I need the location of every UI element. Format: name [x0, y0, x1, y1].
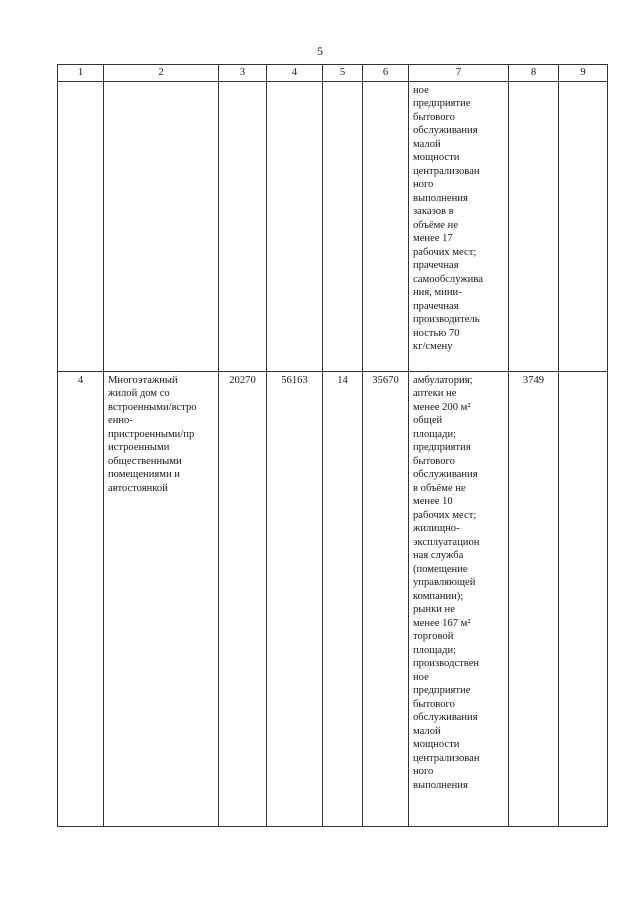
cell-facilities: амбулатория; аптеки не менее 200 м² общей площади; предприятия бытового обслуживания в объёме не менее 10 рабочих мест; жилищно- эксплуатацион ная служба (помещение управляющей компании); рынки не менее 167 м² торговой площади; производствен ное предприятие бытового обслуживания малой мощности централизован ного выполнения	[409, 371, 509, 826]
column-header: 8	[509, 65, 559, 82]
cell-facilities: ное предприятие бытового обслуживания малой мощности централизован ного выполнения заказов в объёме не менее 17 рабочих мест; прачечная самообслужива ния, мини- прачечная производитель ностью 70 кг/смену	[409, 81, 509, 371]
regulation-table	[57, 64, 608, 827]
page-number: 5	[317, 44, 323, 58]
column-header: 6	[363, 65, 409, 82]
column-header: 4	[267, 65, 323, 82]
column-header: 5	[323, 65, 363, 82]
column-header: 7	[409, 65, 509, 82]
column-header: 1	[58, 65, 104, 82]
cell-object-name	[104, 81, 219, 371]
cell-number: 4	[58, 371, 104, 826]
cell-value: 35670	[363, 371, 409, 826]
cell-value	[219, 81, 267, 371]
table-row	[58, 81, 608, 371]
cell-value	[323, 81, 363, 371]
cell-value: 20270	[219, 371, 267, 826]
cell-value: 3749	[509, 371, 559, 826]
column-header: 9	[559, 65, 608, 82]
cell-value	[559, 371, 608, 826]
cell-value: 14	[323, 371, 363, 826]
table-row	[58, 371, 608, 826]
cell-value	[363, 81, 409, 371]
column-number-header-row	[58, 65, 608, 82]
cell-value	[509, 81, 559, 371]
column-header: 3	[219, 65, 267, 82]
cell-value	[559, 81, 608, 371]
cell-value: 56163	[267, 371, 323, 826]
cell-number	[58, 81, 104, 371]
cell-object-name: Многоэтажный жилой дом со встроенными/встро енно- пристроенными/пр истроенными общественными помещениями и автостоянкой	[104, 371, 219, 826]
column-header: 2	[104, 65, 219, 82]
cell-value	[267, 81, 323, 371]
